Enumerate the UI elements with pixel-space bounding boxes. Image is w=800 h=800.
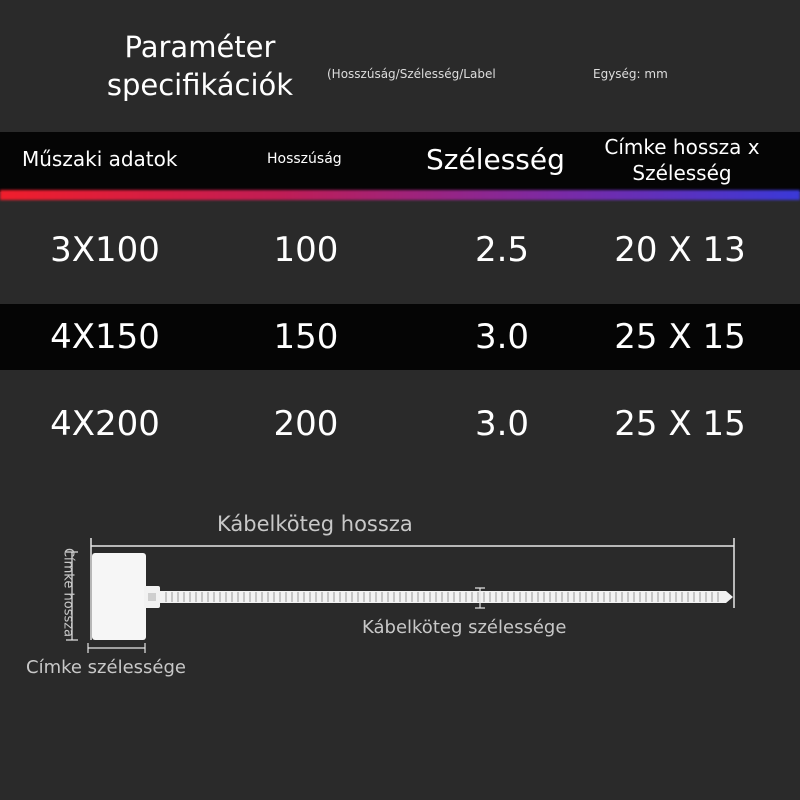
column-header-specs: Műszaki adatok — [22, 147, 178, 171]
column-header-width: Szélesség — [426, 143, 565, 176]
column-header-length: Hosszúság — [267, 151, 342, 167]
bundle-width-label: Kábelköteg szélessége — [362, 617, 567, 638]
table-cell: 3.0 — [474, 404, 530, 444]
table-cell: 100 — [273, 230, 339, 270]
table-row — [0, 391, 800, 457]
table-cell: 4X150 — [50, 317, 160, 357]
bundle-length-label: Kábelköteg hossza — [217, 512, 413, 536]
table-row — [0, 304, 800, 370]
page-title: Paraméter specifikációk — [106, 30, 294, 102]
dimension-note: (Hosszúság/Szélesség/Label — [327, 67, 496, 81]
table-cell: 20 X 13 — [614, 230, 746, 270]
table-cell: 200 — [273, 404, 339, 444]
table-cell: 150 — [273, 317, 339, 357]
table-cell: 2.5 — [474, 230, 530, 270]
cable-tie-diagram — [0, 500, 800, 700]
table-cell: 4X200 — [50, 404, 160, 444]
column-header-label-size: Címke hossza x Szélesség — [604, 135, 760, 185]
unit-note: Egység: mm — [593, 67, 668, 81]
table-cell: 3X100 — [50, 230, 160, 270]
label-length-label: Címke hossza — [60, 547, 76, 638]
label-width-label: Címke szélessége — [26, 657, 186, 678]
table-cell: 25 X 15 — [614, 317, 746, 357]
label-tag — [92, 553, 146, 640]
table-cell: 3.0 — [474, 317, 530, 357]
tie-strap — [160, 591, 733, 603]
header-gradient-line — [0, 190, 800, 200]
table-cell: 25 X 15 — [614, 404, 746, 444]
table-row — [0, 217, 800, 283]
